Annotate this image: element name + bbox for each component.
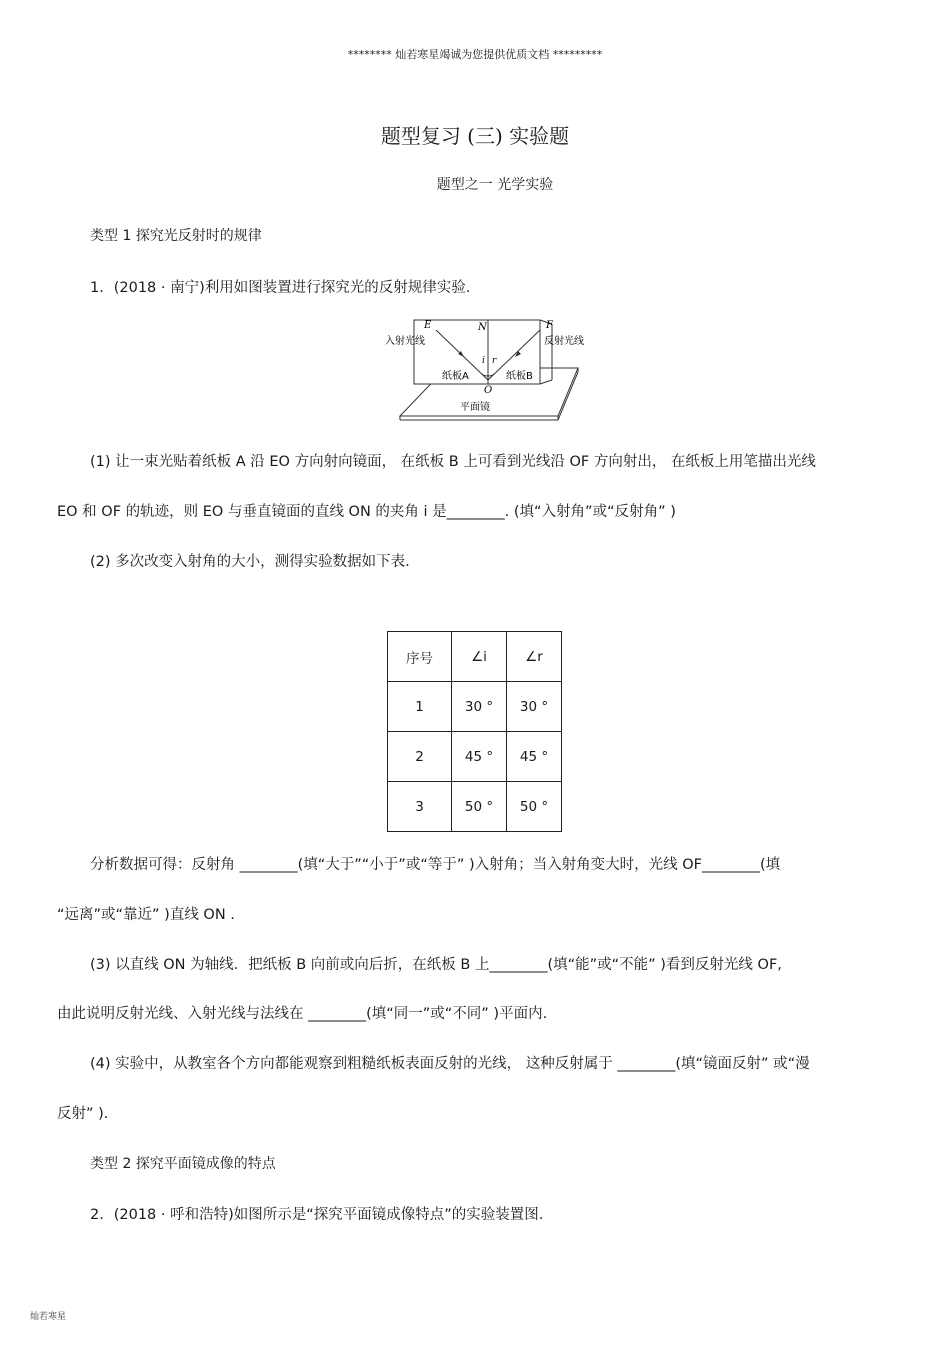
label-e: E [424, 320, 432, 331]
page-header: ******** 灿若寒星竭诚为您提供优质文档 ********* [347, 48, 603, 61]
table-cell: 50 ° [507, 782, 562, 832]
table-cell: 2 [388, 732, 452, 782]
question-1-intro: 1．(2018 · 南宁)利用如图装置进行探究光的反射规律实验. [90, 280, 471, 296]
angle-data-table [387, 631, 562, 832]
table-cell: 30 ° [452, 682, 507, 732]
label-incident-ray: 入射光线 [385, 336, 425, 347]
table-row [388, 682, 562, 732]
page-subtitle: 题型之一 光学实验 [436, 177, 554, 193]
table-header-cell: ∠i [452, 632, 507, 682]
question-1-part-1-line-2: EO 和 OF 的轨迹，则 EO 与垂直镜面的直线 ON 的夹角 i 是________. (填“入射角”或“反射角” ) [57, 504, 676, 520]
section-type-1: 类型 1 探究光反射时的规律 [90, 228, 262, 244]
table-header-row [388, 632, 562, 682]
table-cell: 45 ° [452, 732, 507, 782]
section-type-2: 类型 2 探究平面镜成像的特点 [90, 1156, 276, 1172]
label-board-b: 纸板B [506, 371, 533, 382]
question-1-part-3-line-1: (3) 以直线 ON 为轴线．把纸板 B 向前或向后折，在纸板 B 上________(填“能”或“不能” )看到反射光线 OF, [90, 957, 782, 973]
reflection-diagram [384, 316, 598, 422]
table-row [388, 782, 562, 832]
table-cell: 30 ° [507, 682, 562, 732]
analysis-line-2: “远离”或“靠近” )直线 ON . [57, 907, 235, 923]
label-f: F [546, 320, 553, 331]
table-cell: 3 [388, 782, 452, 832]
page-footer: 灿若寒星 [30, 1312, 67, 1322]
table-cell: 1 [388, 682, 452, 732]
question-1-part-4-line-1: (4) 实验中，从教室各个方向都能观察到粗糙纸板表面反射的光线， 这种反射属于 ________(填“镜面反射” 或“漫 [90, 1056, 810, 1072]
label-angle-r: r [492, 356, 497, 366]
question-1-part-4-line-2: 反射” ). [57, 1106, 109, 1122]
question-1-part-3-line-2: 由此说明反射光线、入射光线与法线在 ________(填“同一”或“不同” )平面内. [57, 1006, 548, 1022]
table-cell: 45 ° [507, 732, 562, 782]
label-reflected-ray: 反射光线 [544, 336, 584, 347]
table-row [388, 732, 562, 782]
label-angle-i: i [482, 356, 485, 366]
reflection-apparatus-figure [384, 316, 598, 422]
analysis-line-1: 分析数据可得：反射角 ________(填“大于”“小于”或“等于” )入射角；当入射角变大时，光线 OF________(填 [90, 857, 781, 873]
label-mirror: 平面镜 [460, 402, 490, 413]
table-cell: 50 ° [452, 782, 507, 832]
label-n: N [478, 322, 487, 333]
question-1-part-2: (2) 多次改变入射角的大小，测得实验数据如下表. [90, 554, 410, 570]
question-2-intro: 2．(2018 · 呼和浩特)如图所示是“探究平面镜成像特点”的实验装置图. [90, 1207, 544, 1223]
table-header-cell: ∠r [507, 632, 562, 682]
page-title: 题型复习 (三) 实验题 [380, 124, 570, 148]
table-header-cell: 序号 [388, 632, 452, 682]
question-1-part-1-line-1: (1) 让一束光贴着纸板 A 沿 EO 方向射向镜面， 在纸板 B 上可看到光线沿 OF 方向射出， 在纸板上用笔描出光线 [90, 454, 816, 470]
label-board-a: 纸板A [442, 371, 469, 382]
label-o: O [484, 385, 493, 396]
